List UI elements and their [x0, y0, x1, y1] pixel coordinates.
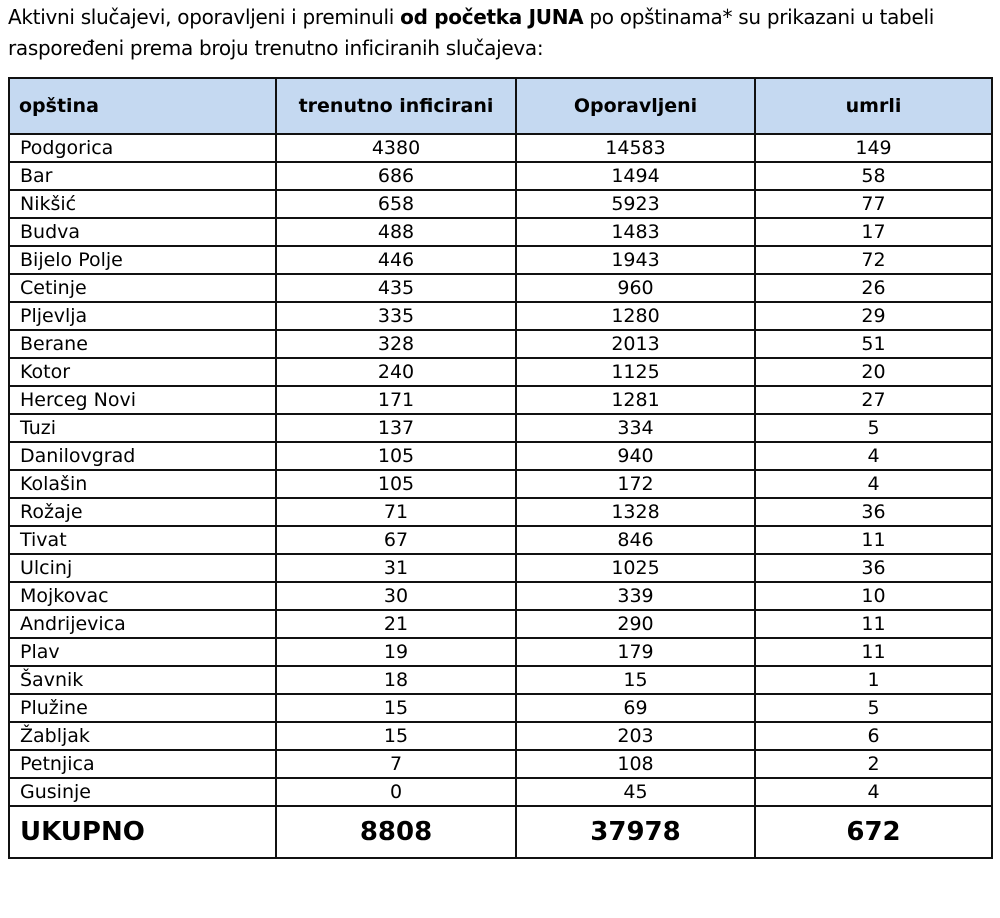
- infected-cell: 488: [276, 218, 516, 246]
- deaths-cell: 10: [755, 582, 992, 610]
- recovered-cell: 69: [516, 694, 755, 722]
- table-row: [9, 442, 992, 470]
- deaths-cell: 5: [755, 414, 992, 442]
- recovered-cell: 14583: [516, 134, 755, 162]
- table-row: [9, 470, 992, 498]
- table-row: [9, 358, 992, 386]
- municipality-cell: Plav: [9, 638, 276, 666]
- municipality-cell: Berane: [9, 330, 276, 358]
- infected-cell: 15: [276, 722, 516, 750]
- municipality-cell: Danilovgrad: [9, 442, 276, 470]
- infected-cell: 335: [276, 302, 516, 330]
- deaths-cell: 4: [755, 470, 992, 498]
- recovered-cell: 940: [516, 442, 755, 470]
- header-row: [9, 78, 992, 134]
- municipality-cell: Bar: [9, 162, 276, 190]
- table-row: [9, 414, 992, 442]
- table-row: [9, 582, 992, 610]
- deaths-cell: 11: [755, 526, 992, 554]
- municipality-cell: Kotor: [9, 358, 276, 386]
- infected-cell: 240: [276, 358, 516, 386]
- recovered-cell: 179: [516, 638, 755, 666]
- deaths-cell: 36: [755, 554, 992, 582]
- recovered-cell: 172: [516, 470, 755, 498]
- table-row: [9, 134, 992, 162]
- table-row: [9, 554, 992, 582]
- table-row: [9, 386, 992, 414]
- municipality-cell: Tivat: [9, 526, 276, 554]
- recovered-cell: 1025: [516, 554, 755, 582]
- table-row: [9, 778, 992, 806]
- deaths-cell: 5: [755, 694, 992, 722]
- table-row: [9, 302, 992, 330]
- deaths-cell: 1: [755, 666, 992, 694]
- deaths-cell: 149: [755, 134, 992, 162]
- recovered-cell: 45: [516, 778, 755, 806]
- intro-part1: Aktivni slučajevi, oporavljeni i preminuli: [8, 5, 401, 29]
- table-row: [9, 638, 992, 666]
- table-header: [9, 78, 992, 134]
- recovered-cell: 1483: [516, 218, 755, 246]
- municipality-cell: Andrijevica: [9, 610, 276, 638]
- municipality-cell: Podgorica: [9, 134, 276, 162]
- cases-table: [8, 77, 993, 859]
- infected-cell: 15: [276, 694, 516, 722]
- table-row: [9, 162, 992, 190]
- intro-bold: od početka JUNA: [400, 5, 584, 29]
- municipality-cell: Herceg Novi: [9, 386, 276, 414]
- infected-cell: 105: [276, 470, 516, 498]
- recovered-cell: 339: [516, 582, 755, 610]
- header-umrli: umrli: [755, 78, 992, 134]
- infected-cell: 171: [276, 386, 516, 414]
- total-infected: 8808: [276, 806, 516, 858]
- table-row: [9, 330, 992, 358]
- table-row: [9, 722, 992, 750]
- recovered-cell: 203: [516, 722, 755, 750]
- table-row: [9, 610, 992, 638]
- infected-cell: 30: [276, 582, 516, 610]
- total-deaths: 672: [755, 806, 992, 858]
- recovered-cell: 5923: [516, 190, 755, 218]
- infected-cell: 18: [276, 666, 516, 694]
- table-row: [9, 218, 992, 246]
- municipality-cell: Gusinje: [9, 778, 276, 806]
- deaths-cell: 51: [755, 330, 992, 358]
- intro-text: [8, 2, 993, 64]
- recovered-cell: 2013: [516, 330, 755, 358]
- municipality-cell: Nikšić: [9, 190, 276, 218]
- recovered-cell: 1494: [516, 162, 755, 190]
- municipality-cell: Rožaje: [9, 498, 276, 526]
- recovered-cell: 334: [516, 414, 755, 442]
- table-body: [9, 134, 992, 806]
- municipality-cell: Mojkovac: [9, 582, 276, 610]
- municipality-cell: Kolašin: [9, 470, 276, 498]
- total-label: UKUPNO: [9, 806, 276, 858]
- infected-cell: 435: [276, 274, 516, 302]
- deaths-cell: 6: [755, 722, 992, 750]
- infected-cell: 67: [276, 526, 516, 554]
- deaths-cell: 2: [755, 750, 992, 778]
- infected-cell: 446: [276, 246, 516, 274]
- infected-cell: 0: [276, 778, 516, 806]
- deaths-cell: 4: [755, 778, 992, 806]
- deaths-cell: 20: [755, 358, 992, 386]
- deaths-cell: 72: [755, 246, 992, 274]
- table-row: [9, 666, 992, 694]
- deaths-cell: 77: [755, 190, 992, 218]
- deaths-cell: 11: [755, 638, 992, 666]
- infected-cell: 137: [276, 414, 516, 442]
- recovered-cell: 108: [516, 750, 755, 778]
- infected-cell: 19: [276, 638, 516, 666]
- table-row: [9, 274, 992, 302]
- infected-cell: 328: [276, 330, 516, 358]
- municipality-cell: Tuzi: [9, 414, 276, 442]
- infected-cell: 105: [276, 442, 516, 470]
- recovered-cell: 1328: [516, 498, 755, 526]
- deaths-cell: 11: [755, 610, 992, 638]
- recovered-cell: 290: [516, 610, 755, 638]
- deaths-cell: 27: [755, 386, 992, 414]
- table-row: [9, 190, 992, 218]
- recovered-cell: 960: [516, 274, 755, 302]
- header-trenutno-inficirani: trenutno inficirani: [276, 78, 516, 134]
- recovered-cell: 1281: [516, 386, 755, 414]
- recovered-cell: 1125: [516, 358, 755, 386]
- total-row: [9, 806, 992, 858]
- infected-cell: 686: [276, 162, 516, 190]
- infected-cell: 21: [276, 610, 516, 638]
- deaths-cell: 26: [755, 274, 992, 302]
- infected-cell: 31: [276, 554, 516, 582]
- table-row: [9, 526, 992, 554]
- infected-cell: 658: [276, 190, 516, 218]
- table-row: [9, 246, 992, 274]
- recovered-cell: 1943: [516, 246, 755, 274]
- table-row: [9, 694, 992, 722]
- recovered-cell: 1280: [516, 302, 755, 330]
- municipality-cell: Bijelo Polje: [9, 246, 276, 274]
- table-row: [9, 750, 992, 778]
- recovered-cell: 15: [516, 666, 755, 694]
- deaths-cell: 17: [755, 218, 992, 246]
- deaths-cell: 29: [755, 302, 992, 330]
- municipality-cell: Ulcinj: [9, 554, 276, 582]
- table-footer: [9, 806, 992, 858]
- municipality-cell: Petnjica: [9, 750, 276, 778]
- total-recovered: 37978: [516, 806, 755, 858]
- municipality-cell: Plužine: [9, 694, 276, 722]
- infected-cell: 71: [276, 498, 516, 526]
- deaths-cell: 36: [755, 498, 992, 526]
- municipality-cell: Žabljak: [9, 722, 276, 750]
- infected-cell: 4380: [276, 134, 516, 162]
- deaths-cell: 4: [755, 442, 992, 470]
- municipality-cell: Šavnik: [9, 666, 276, 694]
- intro-part2: po opštinama* su prikazani u tabeli raspoređeni prema broju trenutno inficiranih slučajeva:: [8, 5, 934, 60]
- municipality-cell: Pljevlja: [9, 302, 276, 330]
- municipality-cell: Cetinje: [9, 274, 276, 302]
- recovered-cell: 846: [516, 526, 755, 554]
- deaths-cell: 58: [755, 162, 992, 190]
- header-opstina: opština: [9, 78, 276, 134]
- infected-cell: 7: [276, 750, 516, 778]
- municipality-cell: Budva: [9, 218, 276, 246]
- table-row: [9, 498, 992, 526]
- header-oporavljeni: Oporavljeni: [516, 78, 755, 134]
